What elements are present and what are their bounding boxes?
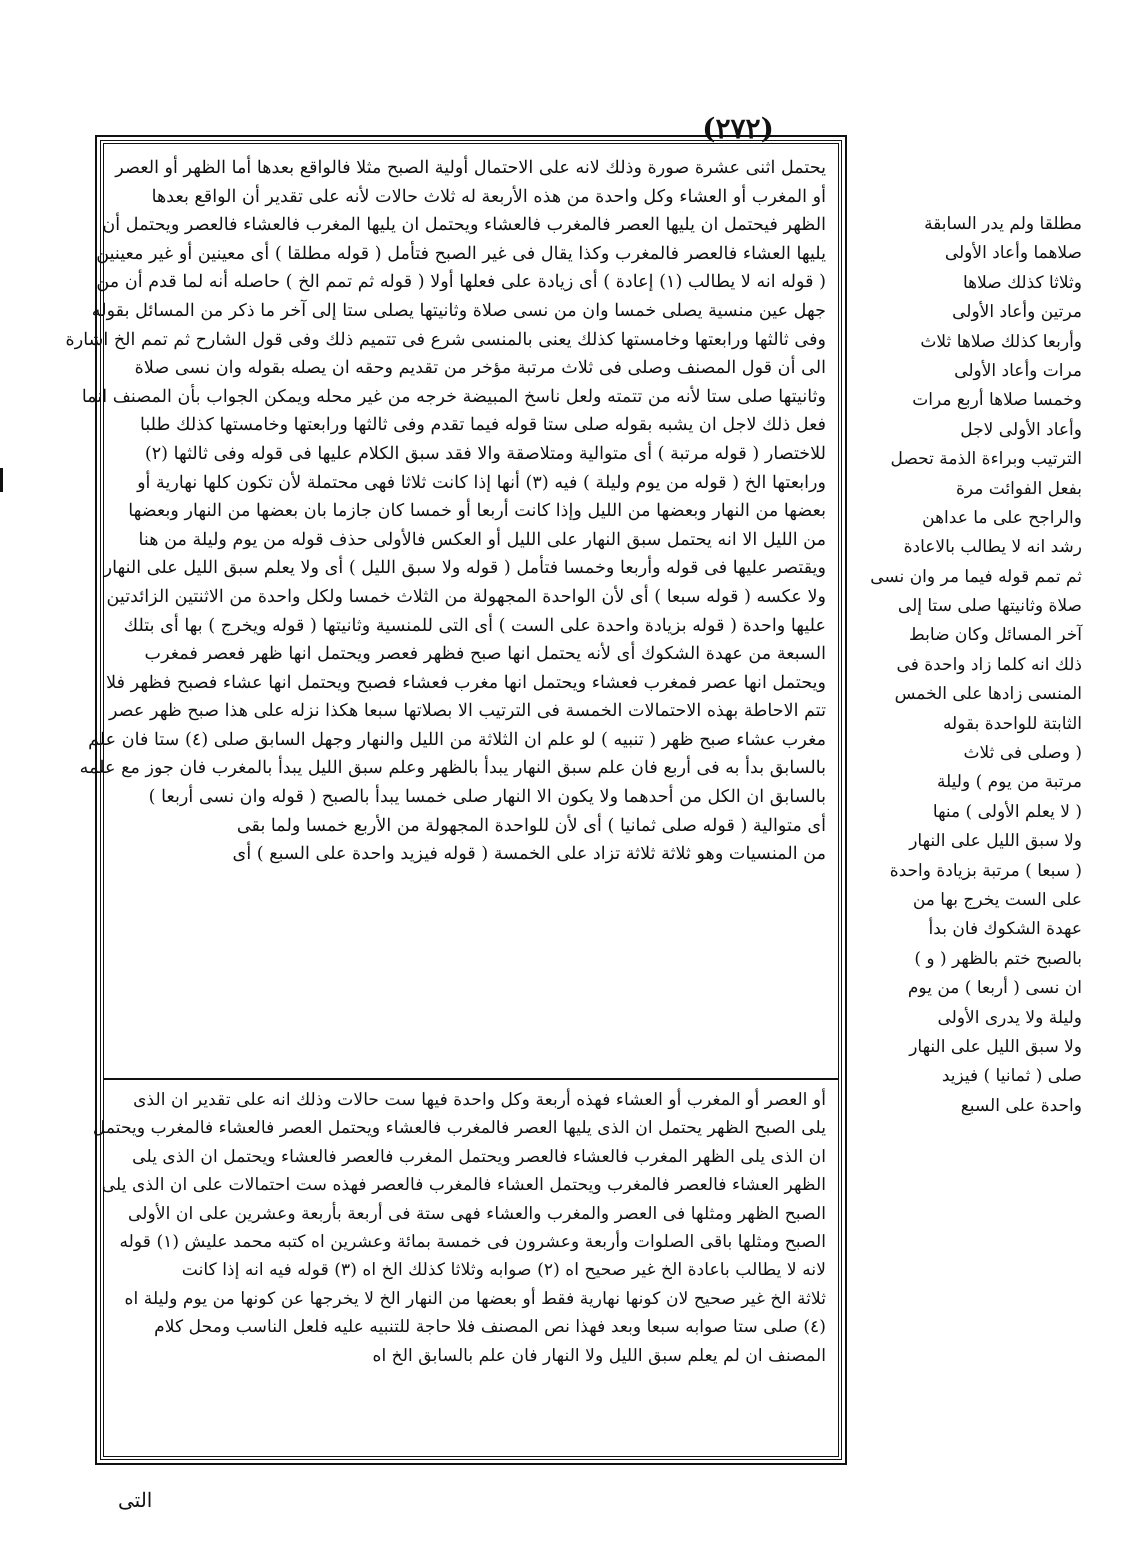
- main-text-line: يليها العشاء فالعصر فالمغرب وكذا يقال فى غير الصبح فتأمل ( قوله مطلقا ) أى معينين أو غير معينين: [96, 243, 826, 264]
- margin-text-line: ولا سبق الليل على النهار: [909, 1036, 1082, 1057]
- main-text-line: الظهر فيحتمل ان يليها العصر فالمغرب فالعشاء ويحتمل ان يليها المغرب فالعشاء فالعصر ويحتمل أن: [102, 215, 826, 236]
- main-commentary-text: [65, 154, 826, 1072]
- footnote-separator: [104, 1078, 838, 1080]
- margin-text-line: وأعاد الأولى لاجل: [960, 419, 1082, 440]
- footnote-line: الصبح ومثلها باقى الصلوات وأربعة وعشرون فى خمسة بمائة وعشرين اه كتبه محمد عليش (١) قوله: [119, 1231, 826, 1252]
- footnote-line: يلى الصبح الظهر يحتمل ان الذى يليها العصر فالمغرب فالعشاء ويحتمل العصر فالعشاء فالمغرب ويحتمل: [92, 1118, 826, 1139]
- main-text-line: أو المغرب أو العشاء وكل واحدة من هذه الأربعة له ثلاث حالات لأنه على تقدير أن الواقع بعدها: [151, 186, 826, 207]
- main-text-line: جهل عين منسية يصلى خمسا وان من نسى صلاة وثانيتها يصلى ستا إلى آخر ما ذكر من المسائل بقوله: [91, 300, 826, 321]
- margin-text-line: آخر المسائل وكان ضابط: [909, 625, 1082, 646]
- footnote-line: الظهر العشاء فالعصر فالمغرب ويحتمل العشاء فالمغرب فالعصر فهذه ست احتمالات على ان الذى يلى: [101, 1175, 826, 1196]
- footnotes-section: [92, 1086, 826, 1456]
- footnote-line: الصبح الظهر ومثلها فى العصر والمغرب والعشاء فهى ستة فى أربعة بأربعة وعشرين على ان الأولى: [127, 1203, 826, 1224]
- main-text-line: بالسابق ان الكل من أحدهما ولا يكون الا النهار صلى خمسا يبدأ بالصبح ( قوله وان نسى أربعا ): [148, 787, 826, 808]
- footnote-line: أو العصر أو المغرب أو العشاء فهذه أربعة وكل واحدة فيها ست حالات وذلك انه على تقدير ان الذى: [133, 1090, 826, 1110]
- main-text-line: بعضها من النهار وبعضها من الليل وإذا كانت أربعا أو خمسا كان جازما بان بعضها من النهار وبعضها: [128, 501, 826, 522]
- footnote-line: ثلاثة الخ غير صحيح لان كونها نهارية فقط أو بعضها من النهار الخ لا يخرجها عن كونها من يوم وليلة اه: [124, 1288, 826, 1309]
- main-text-line: فعل ذلك لاجل ان يشبه بقوله صلى ستا قوله فيما تقدم وفى ثالثها ورابعتها وخامستها كذلك طلبا: [139, 415, 826, 436]
- margin-text-line: ( وصلى فى ثلاث: [963, 743, 1082, 764]
- margin-text-line: صلى ( ثمانيا ) فيزيد: [941, 1066, 1082, 1087]
- page-number: (٢٧٢): [702, 112, 774, 145]
- margin-matn-text: [852, 210, 1082, 1330]
- margin-text-line: صلاهما وأعاد الأولى: [944, 243, 1082, 264]
- main-text-line: وفى ثالثها ورابعتها وخامستها كذلك يعنى بالمنسى شرع فى تتميم ذلك وفى قول الشارح ثم تمم الخ اشارة: [65, 329, 826, 350]
- main-text-line: أى متوالية ( قوله صلى ثمانيا ) أى لأن للواحدة المجهولة من الأربع خمسا ولما بقى: [236, 815, 826, 836]
- main-text-line: بالسابق بدأ به فى أربع فان علم سبق النهار يبدأ بالظهر وعلم سبق الليل يبدأ بالمغرب فان جوز مع علمه: [79, 758, 826, 779]
- margin-text-line: ان نسى ( أربعا ) من يوم: [907, 978, 1082, 999]
- margin-text-line: الثابتة للواحدة بقوله: [942, 713, 1082, 734]
- main-text-line: ولا عكسه ( قوله سبعا ) أى لأن الواحدة المجهولة من الثلاث خمسا ولكل واحدة من الاثنتين الزائدتين: [106, 586, 826, 607]
- margin-text-line: المنسى زادها على الخمس: [894, 684, 1082, 705]
- main-text-line: مغرب عشاء صبح ظهر ( تنبيه ) لو علم ان الثلاثة من الليل والنهار وجهل السابق صلى (٤) ستا فان علم: [88, 729, 826, 750]
- margin-text-line: بالصبح ختم بالظهر ( و ): [914, 948, 1082, 969]
- main-text-line: الى أن قول المصنف وصلى فى ثلاث مرتبة مؤخر من تقديم وحقه ان يصله بقوله وان نسى صلاة: [134, 358, 826, 379]
- main-text-line: ورابعتها الخ ( قوله من يوم وليلة ) فيه (٣) أنها إذا كانت ثلاثا فهى محتملة لأن تكون كلها نهارية أو: [137, 472, 826, 493]
- footnote-line: المصنف ان لم يعلم سبق الليل ولا النهار فان علم بالسابق الخ اه: [372, 1345, 826, 1366]
- main-text-line: وثانيتها صلى ستا لأنه من تتمته ولعل ناسخ المبيضة خرجه من غير محله ويمكن الجواب بأن المصنف انما: [81, 386, 826, 407]
- main-text-line: تتم الاحاطة بهذه الاحتمالات الخمسة فى الترتيب الا بصلاتها سبعا هكذا نزله على هذا صبح ظهر عصر: [108, 701, 826, 722]
- margin-text-line: ثم تمم قوله فيما مر وان نسى: [870, 566, 1082, 587]
- margin-text-line: وليلة ولا يدرى الأولى: [937, 1007, 1082, 1028]
- margin-text-line: صلاة وثانيتها صلى ستا إلى: [897, 596, 1082, 617]
- margin-text-line: وخمسا صلاها أربع مرات: [912, 390, 1082, 411]
- footnote-line: ان الذى يلى الظهر المغرب فالعشاء فالعصر ويحتمل المغرب فالعصر فالعشاء ويحتمل ان الذى يلى: [132, 1146, 826, 1167]
- catchword: التى: [118, 1488, 153, 1512]
- main-text-line: عليها واحدة ( قوله بزيادة واحدة على الست ) أى التى للمنسية وثانيتها ( قوله ويخرج ) بها أى بتلك: [123, 615, 826, 636]
- main-text-line: للاختصار ( قوله مرتبة ) أى متوالية ومتلاصقة والا فقد سبق الكلام عليها فى قوله وفى ثالثها (٢): [144, 443, 826, 464]
- main-text-line: ويحتمل انها عصر فمغرب فعشاء ويحتمل انها مغرب فعشاء فصبح ويحتمل انها عشاء فصبح فظهر فلا: [106, 672, 826, 693]
- footnote-line: لانه لا يطالب باعادة الخ غير صحيح اه (٢) صوابه وثلاثا كذلك الخ اه (٣) قوله فيه انه إذا كانت: [181, 1260, 826, 1281]
- margin-text-line: ( سبعا ) مرتبة بزيادة واحدة: [889, 860, 1082, 881]
- main-text-line: من الليل الا انه يحتمل سبق النهار على الليل أو العكس فالأولى حذف قوله من يوم وليلة من هنا: [138, 529, 826, 550]
- page-edge-mark: [0, 468, 3, 492]
- margin-text-line: وأربعا كذلك صلاها ثلاث: [920, 331, 1082, 352]
- margin-text-line: الترتيب وبراءة الذمة تحصل: [890, 449, 1082, 470]
- margin-text-line: مرات وأعاد الأولى: [954, 360, 1082, 381]
- main-text-line: السبعة من عهدة الشكوك أى لأنه يحتمل انها صبح فظهر فعصر ويحتمل انها ظهر فعصر فمغرب: [144, 644, 826, 665]
- main-text-line: يحتمل اثنى عشرة صورة وذلك لانه على الاحتمال أولية الصبح مثلا فالواقع بعدها أما الظهر أو العصر: [115, 158, 826, 178]
- margin-text-line: مرتبة من يوم ) وليلة: [936, 772, 1082, 793]
- margin-text-line: وثلاثا كذلك صلاها: [962, 272, 1082, 293]
- margin-text-line: والراجح على ما عداهن: [922, 507, 1082, 528]
- margin-text-line: عهدة الشكوك فان بدأ: [928, 919, 1082, 940]
- footnote-line: (٤) صلى ستا صوابه سبعا وبعد فهذا نص المصنف فلا حاجة للتنبيه عليه فلعل الناسب ومحل كلام: [154, 1317, 826, 1338]
- margin-text-line: على الست يخرج بها من: [912, 889, 1082, 910]
- margin-text-line: ولا سبق الليل على النهار: [909, 831, 1082, 852]
- margin-text-line: رشد انه لا يطالب بالاعادة: [903, 537, 1082, 558]
- margin-text-line: ذلك انه كلما زاد واحدة فى: [896, 654, 1082, 675]
- main-text-line: من المنسيات وهو ثلاثة ثلاثة تزاد على الخمسة ( قوله فيزيد واحدة على السبع ) أى: [232, 844, 826, 865]
- main-text-frame: [65, 140, 842, 1460]
- margin-text-line: مطلقا ولم يدر السابقة: [924, 214, 1082, 234]
- margin-text-line: بفعل الفوائت مرة: [955, 478, 1082, 499]
- main-text-line: ويقتصر عليها فى قوله وأربعا وخمسا فتأمل ( قوله ولا سبق الليل ) أى ولا يعلم سبق الليل على النهار: [103, 558, 826, 579]
- margin-text-line: واحدة على السبع: [960, 1095, 1082, 1116]
- margin-text-line: مرتين وأعاد الأولى: [952, 302, 1082, 323]
- main-text-line: ( قوله انه لا يطالب (١) إعادة ) أى زيادة على فعلها أولا ( قوله ثم تمم الخ ) حاصله أنه لما قدم أن من: [96, 272, 826, 293]
- margin-text-line: ( لا يعلم الأولى ) منها: [932, 801, 1082, 822]
